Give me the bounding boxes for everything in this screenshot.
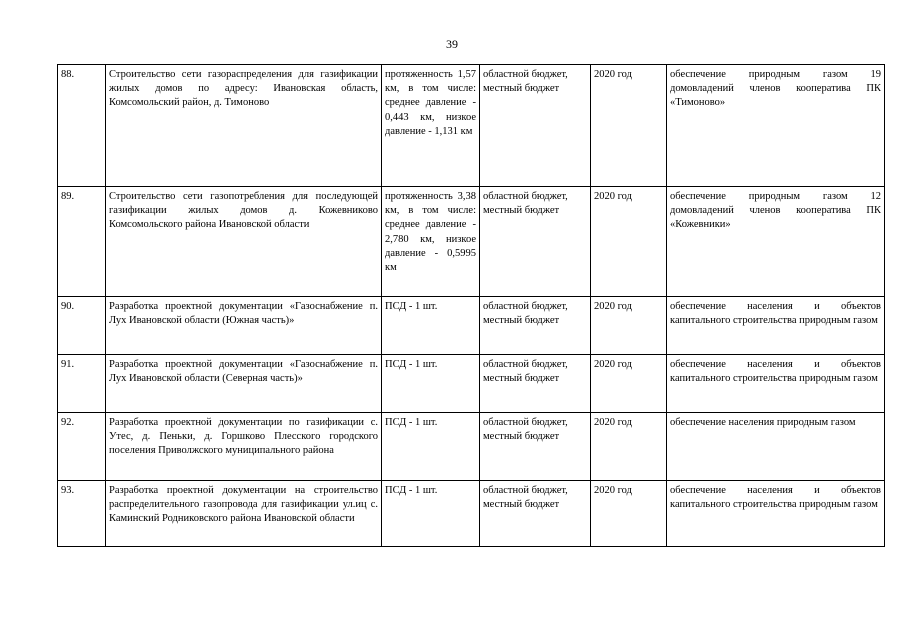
implementation-year: 2020 год (591, 65, 667, 187)
measure-name: Разработка проектной документации «Газоснабжение п. Лух Ивановской области (Южная часть)» (106, 297, 382, 355)
measure-indicator: ПСД - 1 шт. (382, 297, 480, 355)
expected-result: обеспечение населения и объектов капитального строительства природным газом (667, 355, 885, 413)
implementation-year: 2020 год (591, 413, 667, 481)
table-row (58, 297, 885, 355)
row-number: 90. (58, 297, 106, 355)
measure-indicator: ПСД - 1 шт. (382, 413, 480, 481)
row-number: 89. (58, 187, 106, 297)
row-number: 91. (58, 355, 106, 413)
funding-source: областной бюджет, местный бюджет (480, 187, 591, 297)
table-row (58, 481, 885, 547)
measure-indicator: ПСД - 1 шт. (382, 481, 480, 547)
expected-result: обеспечение природным газом 12 домовладений членов кооператива ПК «Кожевники» (667, 187, 885, 297)
measure-name: Разработка проектной документации по газификации с. Утес, д. Пеньки, д. Горшково Плесского городского поселения Приволжского муниципального района (106, 413, 382, 481)
row-number: 92. (58, 413, 106, 481)
table-row (58, 65, 885, 187)
page-number: 39 (446, 37, 458, 51)
expected-result: обеспечение природным газом 19 домовладений членов кооператива ПК «Тимоново» (667, 65, 885, 187)
funding-source: областной бюджет, местный бюджет (480, 481, 591, 547)
measure-name: Разработка проектной документации «Газоснабжение п. Лух Ивановской области (Северная часть)» (106, 355, 382, 413)
implementation-year: 2020 год (591, 297, 667, 355)
measure-name: Разработка проектной документации на строительство распределительного газопровода для газификации ул.иц с. Каминский Родниковского района Ивановской области (106, 481, 382, 547)
funding-source: областной бюджет, местный бюджет (480, 355, 591, 413)
row-number: 88. (58, 65, 106, 187)
expected-result: обеспечение населения природным газом (667, 413, 885, 481)
table-row (58, 355, 885, 413)
measure-name: Строительство сети газопотребления для последующей газификации жилых домов д. Кожевниково Комсомольского района Ивановской области (106, 187, 382, 297)
funding-source: областной бюджет, местный бюджет (480, 297, 591, 355)
implementation-year: 2020 год (591, 481, 667, 547)
expected-result: обеспечение населения и объектов капитального строительства природным газом (667, 297, 885, 355)
implementation-year: 2020 год (591, 187, 667, 297)
measure-indicator: ПСД - 1 шт. (382, 355, 480, 413)
funding-source: областной бюджет, местный бюджет (480, 65, 591, 187)
measure-indicator: протяженность 1,57 км, в том числе: среднее давление - 0,443 км, низкое давление - 1,131 км (382, 65, 480, 187)
measures-table (57, 64, 885, 547)
funding-source: областной бюджет, местный бюджет (480, 413, 591, 481)
implementation-year: 2020 год (591, 355, 667, 413)
expected-result: обеспечение населения и объектов капитального строительства природным газом (667, 481, 885, 547)
measure-name: Строительство сети газораспределения для газификации жилых домов по адресу: Ивановская область, Комсомольский район, д. Тимоново (106, 65, 382, 187)
measure-indicator: протяженность 3,38 км, в том числе: среднее давление - 2,780 км, низкое давление - 0,5995 км (382, 187, 480, 297)
table-row (58, 413, 885, 481)
row-number: 93. (58, 481, 106, 547)
table-row (58, 187, 885, 297)
